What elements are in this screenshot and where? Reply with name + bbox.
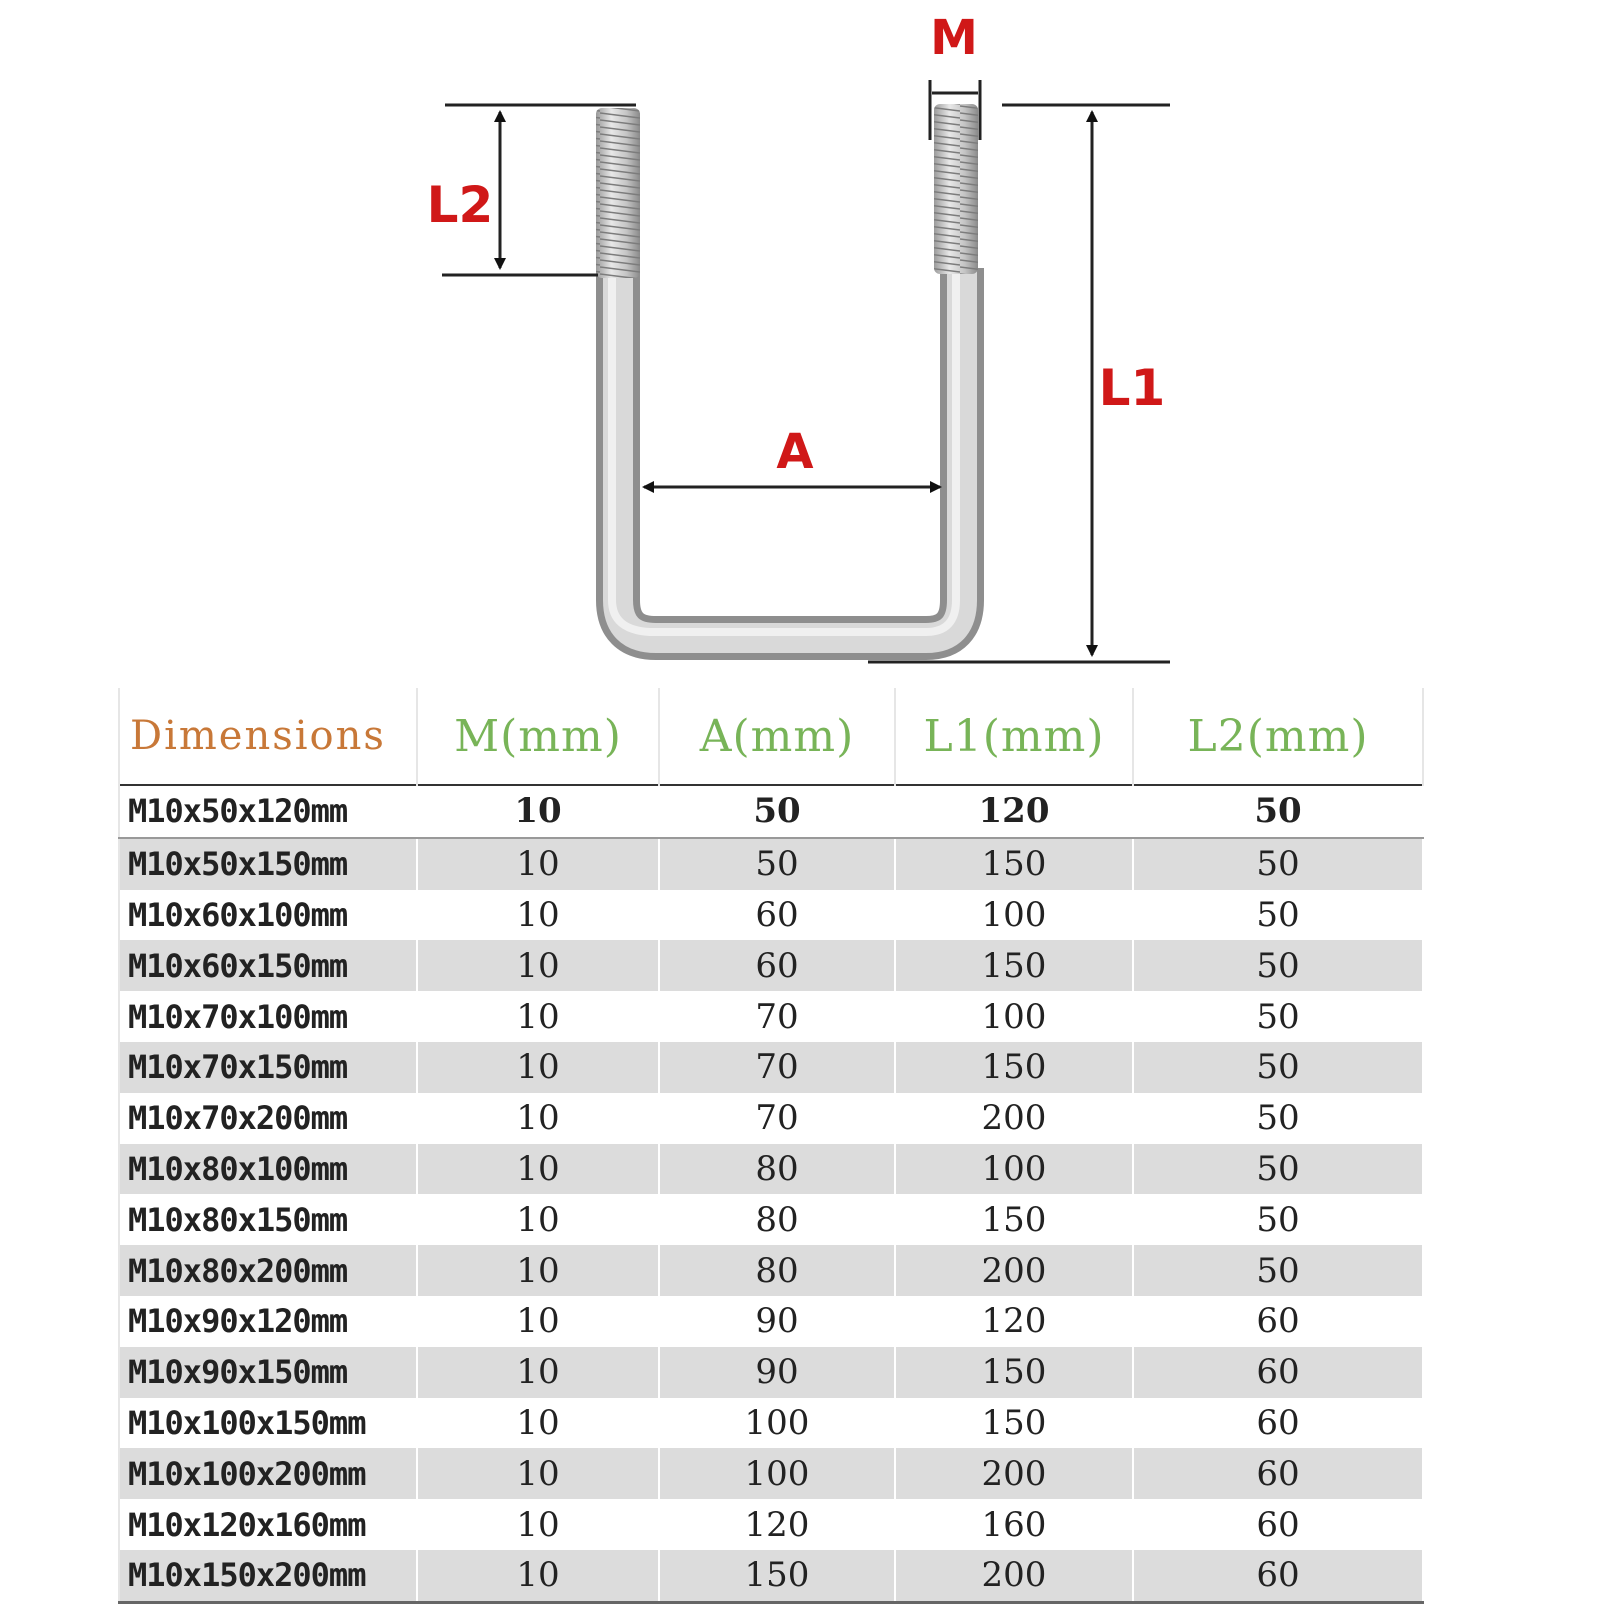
table-body xyxy=(119,785,1423,1602)
m-cell: 10 xyxy=(417,1347,659,1398)
table-row xyxy=(119,1448,1423,1499)
dimension-cell: M10x60x100mm xyxy=(119,890,417,941)
l2-cell: 50 xyxy=(1133,785,1423,838)
dimension-cell: M10x50x120mm xyxy=(119,785,417,838)
l2-cell: 50 xyxy=(1133,1093,1423,1144)
dimensions-table xyxy=(118,688,1424,1604)
m-cell: 10 xyxy=(417,1245,659,1296)
l1-cell: 150 xyxy=(895,838,1133,890)
dimension-cell: M10x80x150mm xyxy=(119,1194,417,1245)
header-m: M(mm) xyxy=(417,688,659,785)
a-cell: 50 xyxy=(659,838,895,890)
l1-cell: 150 xyxy=(895,940,1133,991)
table-row xyxy=(119,1245,1423,1296)
a-cell: 50 xyxy=(659,785,895,838)
l1-cell: 100 xyxy=(895,991,1133,1042)
a-cell: 60 xyxy=(659,890,895,941)
l2-cell: 60 xyxy=(1133,1296,1423,1347)
u-bolt-diagram xyxy=(0,0,1600,700)
l2-cell: 50 xyxy=(1133,890,1423,941)
l1-cell: 120 xyxy=(895,1296,1133,1347)
table-row xyxy=(119,1550,1423,1602)
a-cell: 120 xyxy=(659,1499,895,1550)
dimension-cell: M10x90x150mm xyxy=(119,1347,417,1398)
l2-cell: 60 xyxy=(1133,1550,1423,1602)
a-cell: 100 xyxy=(659,1398,895,1449)
l2-cell: 50 xyxy=(1133,991,1423,1042)
table-row xyxy=(119,1042,1423,1093)
m-cell: 10 xyxy=(417,1296,659,1347)
dimension-cell: M10x50x150mm xyxy=(119,838,417,890)
l1-cell: 200 xyxy=(895,1550,1133,1602)
dimension-cell: M10x80x200mm xyxy=(119,1245,417,1296)
m-cell: 10 xyxy=(417,1499,659,1550)
m-cell: 10 xyxy=(417,1194,659,1245)
m-cell: 10 xyxy=(417,890,659,941)
l2-cell: 60 xyxy=(1133,1347,1423,1398)
m-cell: 10 xyxy=(417,1042,659,1093)
l2-cell: 50 xyxy=(1133,1144,1423,1195)
m-cell: 10 xyxy=(417,838,659,890)
header-a: A(mm) xyxy=(659,688,895,785)
dimension-cell: M10x60x150mm xyxy=(119,940,417,991)
l1-cell: 150 xyxy=(895,1398,1133,1449)
m-cell: 10 xyxy=(417,991,659,1042)
table-row xyxy=(119,940,1423,991)
a-cell: 150 xyxy=(659,1550,895,1602)
a-cell: 90 xyxy=(659,1296,895,1347)
dimension-cell: M10x90x120mm xyxy=(119,1296,417,1347)
dimension-cell: M10x80x100mm xyxy=(119,1144,417,1195)
l1-cell: 150 xyxy=(895,1194,1133,1245)
l1-cell: 200 xyxy=(895,1245,1133,1296)
dimension-cell: M10x100x150mm xyxy=(119,1398,417,1449)
header-l2: L2(mm) xyxy=(1133,688,1423,785)
table-row xyxy=(119,838,1423,890)
a-cell: 80 xyxy=(659,1144,895,1195)
l2-cell: 50 xyxy=(1133,1245,1423,1296)
table-row xyxy=(119,1296,1423,1347)
dimension-cell: M10x120x160mm xyxy=(119,1499,417,1550)
table-row xyxy=(119,1499,1423,1550)
l1-cell: 200 xyxy=(895,1448,1133,1499)
l1-cell: 100 xyxy=(895,890,1133,941)
m-cell: 10 xyxy=(417,785,659,838)
label-m: M xyxy=(930,10,978,66)
a-cell: 70 xyxy=(659,1093,895,1144)
m-cell: 10 xyxy=(417,1550,659,1602)
table-row xyxy=(119,1347,1423,1398)
l2-cell: 50 xyxy=(1133,940,1423,991)
m-cell: 10 xyxy=(417,1093,659,1144)
table-row xyxy=(119,1144,1423,1195)
a-cell: 70 xyxy=(659,991,895,1042)
l1-cell: 120 xyxy=(895,785,1133,838)
m-cell: 10 xyxy=(417,1448,659,1499)
header-l1: L1(mm) xyxy=(895,688,1133,785)
u-bolt-shape xyxy=(596,104,978,638)
label-l1: L1 xyxy=(1098,359,1166,417)
dimension-cell: M10x70x100mm xyxy=(119,991,417,1042)
a-cell: 80 xyxy=(659,1194,895,1245)
m-cell: 10 xyxy=(417,1398,659,1449)
table-row xyxy=(119,890,1423,941)
l2-cell: 60 xyxy=(1133,1398,1423,1449)
label-l2: L2 xyxy=(426,176,494,234)
table-row xyxy=(119,1194,1423,1245)
a-cell: 70 xyxy=(659,1042,895,1093)
a-cell: 100 xyxy=(659,1448,895,1499)
dimension-cell: M10x150x200mm xyxy=(119,1550,417,1602)
dimension-cell: M10x100x200mm xyxy=(119,1448,417,1499)
table-header-row xyxy=(119,688,1423,785)
l2-cell: 50 xyxy=(1133,838,1423,890)
table-row xyxy=(119,785,1423,838)
dimension-cell: M10x70x150mm xyxy=(119,1042,417,1093)
l1-cell: 100 xyxy=(895,1144,1133,1195)
l2-cell: 50 xyxy=(1133,1042,1423,1093)
l1-cell: 150 xyxy=(895,1347,1133,1398)
dimension-cell: M10x70x200mm xyxy=(119,1093,417,1144)
label-a: A xyxy=(776,424,814,480)
m-cell: 10 xyxy=(417,1144,659,1195)
dimension-lines xyxy=(442,80,1170,662)
l2-cell: 60 xyxy=(1133,1448,1423,1499)
l1-cell: 150 xyxy=(895,1042,1133,1093)
table-row xyxy=(119,1398,1423,1449)
m-cell: 10 xyxy=(417,940,659,991)
l1-cell: 160 xyxy=(895,1499,1133,1550)
l1-cell: 200 xyxy=(895,1093,1133,1144)
a-cell: 60 xyxy=(659,940,895,991)
table-row xyxy=(119,991,1423,1042)
a-cell: 80 xyxy=(659,1245,895,1296)
a-cell: 90 xyxy=(659,1347,895,1398)
l2-cell: 50 xyxy=(1133,1194,1423,1245)
table-row xyxy=(119,1093,1423,1144)
l2-cell: 60 xyxy=(1133,1499,1423,1550)
header-dimensions: Dimensions xyxy=(119,688,417,785)
